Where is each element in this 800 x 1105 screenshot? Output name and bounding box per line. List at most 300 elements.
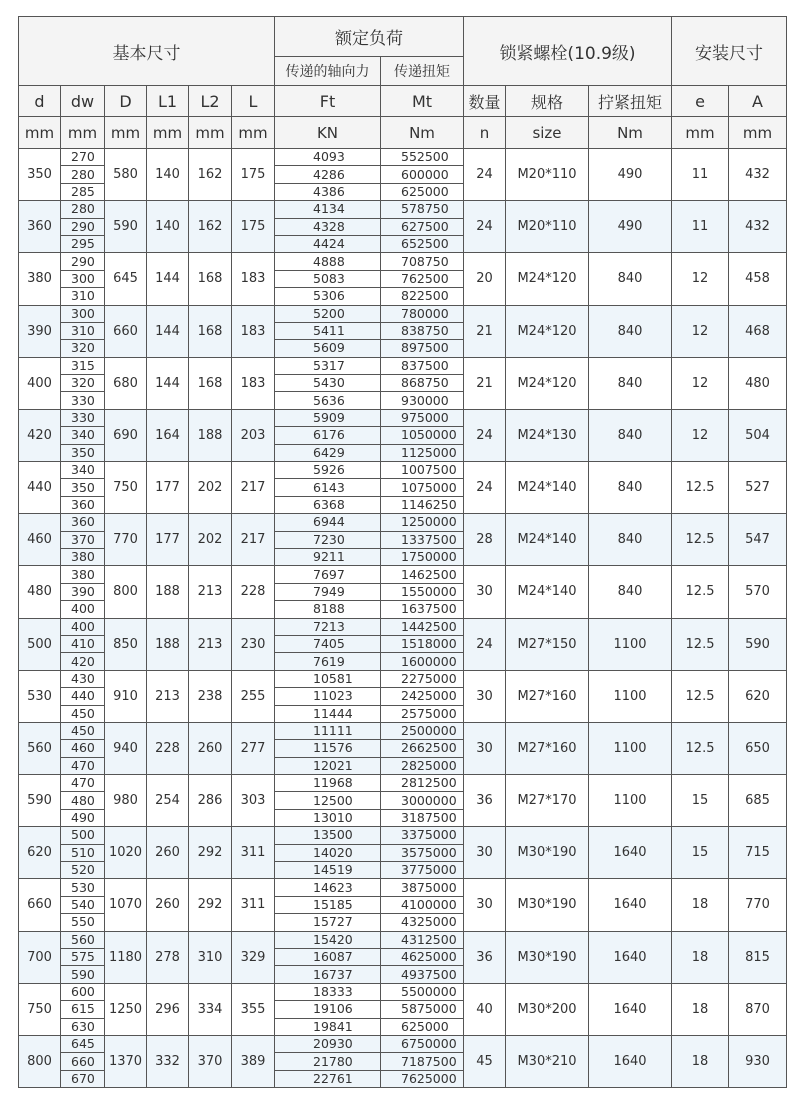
cell-L: 230 <box>232 618 275 670</box>
cell-d: 460 <box>19 514 61 566</box>
cell-L1: 213 <box>147 670 189 722</box>
cell-dw: 280 <box>61 201 105 218</box>
cell-D: 770 <box>105 514 147 566</box>
symbol-header-n: 数量 <box>464 86 506 117</box>
unit-header-e: mm <box>672 117 729 149</box>
cell-tightening-torque: 1100 <box>589 722 672 774</box>
cell-ft: 18333 <box>275 983 381 1000</box>
cell-L2: 213 <box>189 618 232 670</box>
cell-dw: 450 <box>61 705 105 722</box>
cell-mt: 2275000 <box>381 670 464 687</box>
cell-ft: 19106 <box>275 1001 381 1018</box>
cell-size: M27*170 <box>506 775 589 827</box>
cell-L2: 188 <box>189 409 232 461</box>
cell-d: 500 <box>19 618 61 670</box>
cell-A: 458 <box>729 253 787 305</box>
cell-n: 28 <box>464 514 506 566</box>
cell-size: M30*190 <box>506 931 589 983</box>
cell-D: 1180 <box>105 931 147 983</box>
cell-mt: 6750000 <box>381 1035 464 1052</box>
spec-row-group <box>19 1035 787 1087</box>
cell-dw: 350 <box>61 479 105 496</box>
cell-L: 217 <box>232 514 275 566</box>
cell-e: 12.5 <box>672 618 729 670</box>
spec-row-group <box>19 775 787 827</box>
cell-tightening-torque: 490 <box>589 149 672 201</box>
cell-mt: 975000 <box>381 409 464 426</box>
cell-D: 690 <box>105 409 147 461</box>
cell-ft: 15420 <box>275 931 381 948</box>
cell-L1: 296 <box>147 983 189 1035</box>
cell-size: M30*210 <box>506 1035 589 1087</box>
cell-L: 228 <box>232 566 275 618</box>
cell-mt: 627500 <box>381 218 464 235</box>
cell-D: 940 <box>105 722 147 774</box>
cell-e: 18 <box>672 931 729 983</box>
cell-dw: 480 <box>61 792 105 809</box>
cell-dw: 300 <box>61 305 105 322</box>
cell-dw: 330 <box>61 392 105 409</box>
cell-size: M24*120 <box>506 253 589 305</box>
cell-dw: 390 <box>61 583 105 600</box>
cell-ft: 16737 <box>275 966 381 983</box>
cell-L1: 140 <box>147 201 189 253</box>
cell-d: 420 <box>19 409 61 461</box>
cell-ft: 6368 <box>275 496 381 513</box>
cell-d: 530 <box>19 670 61 722</box>
cell-d: 660 <box>19 879 61 931</box>
cell-L: 183 <box>232 253 275 305</box>
cell-ft: 4888 <box>275 253 381 270</box>
cell-dw: 670 <box>61 1070 105 1087</box>
unit-header-dw: mm <box>61 117 105 149</box>
cell-D: 580 <box>105 149 147 201</box>
cell-mt: 3875000 <box>381 879 464 896</box>
cell-ft: 9211 <box>275 548 381 565</box>
cell-L1: 188 <box>147 566 189 618</box>
table-row <box>19 722 787 739</box>
cell-A: 620 <box>729 670 787 722</box>
cell-size: M24*120 <box>506 305 589 357</box>
cell-dw: 360 <box>61 514 105 531</box>
cell-ft: 12500 <box>275 792 381 809</box>
cell-A: 547 <box>729 514 787 566</box>
cell-ft: 11111 <box>275 722 381 739</box>
cell-mt: 838750 <box>381 322 464 339</box>
cell-D: 750 <box>105 462 147 514</box>
cell-mt: 1007500 <box>381 462 464 479</box>
cell-n: 24 <box>464 149 506 201</box>
cell-dw: 310 <box>61 288 105 305</box>
cell-size: M24*140 <box>506 462 589 514</box>
cell-ft: 5317 <box>275 357 381 374</box>
cell-size: M30*190 <box>506 879 589 931</box>
cell-n: 36 <box>464 931 506 983</box>
cell-n: 24 <box>464 409 506 461</box>
cell-dw: 560 <box>61 931 105 948</box>
cell-dw: 645 <box>61 1035 105 1052</box>
cell-d: 480 <box>19 566 61 618</box>
symbol-header-a: A <box>729 86 787 117</box>
cell-d: 620 <box>19 827 61 879</box>
cell-n: 45 <box>464 1035 506 1087</box>
cell-size: M24*140 <box>506 566 589 618</box>
unit-header-torque: Nm <box>589 117 672 149</box>
cell-L: 277 <box>232 722 275 774</box>
cell-L1: 254 <box>147 775 189 827</box>
cell-dw: 590 <box>61 966 105 983</box>
cell-L2: 162 <box>189 149 232 201</box>
unit-header-size: size <box>506 117 589 149</box>
table-row <box>19 879 787 896</box>
cell-L1: 188 <box>147 618 189 670</box>
symbol-header-torque: 拧紧扭矩 <box>589 86 672 117</box>
symbol-header-D: D <box>105 86 147 117</box>
cell-mt: 578750 <box>381 201 464 218</box>
cell-mt: 897500 <box>381 340 464 357</box>
symbol-header-e: e <box>672 86 729 117</box>
spec-row-group <box>19 149 787 201</box>
cell-mt: 3000000 <box>381 792 464 809</box>
cell-d: 360 <box>19 201 61 253</box>
table-row <box>19 827 787 844</box>
cell-e: 12.5 <box>672 566 729 618</box>
cell-dw: 470 <box>61 775 105 792</box>
cell-mt: 2662500 <box>381 740 464 757</box>
cell-dw: 660 <box>61 1053 105 1070</box>
cell-L2: 202 <box>189 462 232 514</box>
cell-e: 12 <box>672 305 729 357</box>
cell-dw: 460 <box>61 740 105 757</box>
cell-A: 815 <box>729 931 787 983</box>
cell-A: 468 <box>729 305 787 357</box>
header-locking-bolts: 锁紧螺栓(10.9级) <box>464 17 672 86</box>
cell-size: M20*110 <box>506 149 589 201</box>
cell-ft: 11023 <box>275 688 381 705</box>
cell-ft: 4424 <box>275 235 381 252</box>
cell-ft: 21780 <box>275 1053 381 1070</box>
cell-ft: 4134 <box>275 201 381 218</box>
cell-D: 850 <box>105 618 147 670</box>
cell-L: 311 <box>232 827 275 879</box>
cell-d: 380 <box>19 253 61 305</box>
cell-A: 432 <box>729 201 787 253</box>
cell-dw: 310 <box>61 322 105 339</box>
cell-L: 329 <box>232 931 275 983</box>
cell-dw: 490 <box>61 809 105 826</box>
cell-n: 40 <box>464 983 506 1035</box>
header-torque: 传递扭矩 <box>381 57 464 86</box>
cell-size: M30*200 <box>506 983 589 1035</box>
unit-header-ft: KN <box>275 117 381 149</box>
cell-e: 18 <box>672 1035 729 1087</box>
cell-mt: 1518000 <box>381 635 464 652</box>
cell-tightening-torque: 1100 <box>589 775 672 827</box>
cell-dw: 380 <box>61 566 105 583</box>
cell-A: 650 <box>729 722 787 774</box>
unit-header-L2: mm <box>189 117 232 149</box>
cell-L2: 334 <box>189 983 232 1035</box>
table-row <box>19 566 787 583</box>
cell-dw: 530 <box>61 879 105 896</box>
table-row <box>19 149 787 166</box>
cell-tightening-torque: 840 <box>589 566 672 618</box>
cell-mt: 1146250 <box>381 496 464 513</box>
cell-ft: 10581 <box>275 670 381 687</box>
header-installation-dimensions: 安装尺寸 <box>672 17 787 86</box>
cell-mt: 837500 <box>381 357 464 374</box>
cell-dw: 615 <box>61 1001 105 1018</box>
cell-mt: 1075000 <box>381 479 464 496</box>
cell-A: 432 <box>729 149 787 201</box>
cell-L1: 140 <box>147 149 189 201</box>
cell-D: 1370 <box>105 1035 147 1087</box>
cell-size: M27*160 <box>506 722 589 774</box>
cell-e: 18 <box>672 879 729 931</box>
cell-e: 11 <box>672 201 729 253</box>
spec-row-group <box>19 670 787 722</box>
cell-mt: 1462500 <box>381 566 464 583</box>
cell-ft: 11444 <box>275 705 381 722</box>
cell-L2: 202 <box>189 514 232 566</box>
cell-d: 400 <box>19 357 61 409</box>
cell-L1: 278 <box>147 931 189 983</box>
cell-L1: 144 <box>147 253 189 305</box>
cell-size: M27*150 <box>506 618 589 670</box>
cell-size: M30*190 <box>506 827 589 879</box>
cell-dw: 330 <box>61 409 105 426</box>
cell-L: 183 <box>232 357 275 409</box>
symbol-header-L1: L1 <box>147 86 189 117</box>
cell-dw: 440 <box>61 688 105 705</box>
cell-ft: 6176 <box>275 427 381 444</box>
cell-L2: 168 <box>189 305 232 357</box>
cell-L2: 168 <box>189 357 232 409</box>
cell-dw: 400 <box>61 601 105 618</box>
cell-L1: 144 <box>147 357 189 409</box>
spec-row-group <box>19 879 787 931</box>
cell-mt: 4625000 <box>381 948 464 965</box>
cell-mt: 1750000 <box>381 548 464 565</box>
cell-mt: 652500 <box>381 235 464 252</box>
cell-dw: 510 <box>61 844 105 861</box>
cell-A: 504 <box>729 409 787 461</box>
cell-size: M20*110 <box>506 201 589 253</box>
spec-row-group <box>19 253 787 305</box>
cell-dw: 600 <box>61 983 105 1000</box>
table-row <box>19 201 787 218</box>
cell-ft: 15185 <box>275 896 381 913</box>
cell-n: 24 <box>464 462 506 514</box>
cell-dw: 285 <box>61 183 105 200</box>
cell-dw: 300 <box>61 270 105 287</box>
cell-ft: 13500 <box>275 827 381 844</box>
cell-ft: 5411 <box>275 322 381 339</box>
cell-dw: 350 <box>61 444 105 461</box>
cell-e: 12.5 <box>672 514 729 566</box>
cell-e: 15 <box>672 775 729 827</box>
cell-mt: 2575000 <box>381 705 464 722</box>
table-row <box>19 618 787 635</box>
cell-mt: 1442500 <box>381 618 464 635</box>
cell-mt: 4937500 <box>381 966 464 983</box>
cell-L1: 177 <box>147 462 189 514</box>
cell-L: 183 <box>232 305 275 357</box>
cell-D: 800 <box>105 566 147 618</box>
cell-mt: 3187500 <box>381 809 464 826</box>
cell-e: 11 <box>672 149 729 201</box>
spec-row-group <box>19 618 787 670</box>
cell-dw: 315 <box>61 357 105 374</box>
cell-mt: 1600000 <box>381 653 464 670</box>
cell-L: 255 <box>232 670 275 722</box>
cell-A: 770 <box>729 879 787 931</box>
cell-ft: 11576 <box>275 740 381 757</box>
table-row <box>19 462 787 479</box>
cell-d: 700 <box>19 931 61 983</box>
cell-ft: 15727 <box>275 914 381 931</box>
cell-mt: 7625000 <box>381 1070 464 1087</box>
cell-ft: 5200 <box>275 305 381 322</box>
cell-ft: 4328 <box>275 218 381 235</box>
cell-L2: 238 <box>189 670 232 722</box>
cell-L1: 332 <box>147 1035 189 1087</box>
cell-mt: 1050000 <box>381 427 464 444</box>
table-row <box>19 305 787 322</box>
cell-ft: 6429 <box>275 444 381 461</box>
cell-mt: 708750 <box>381 253 464 270</box>
cell-size: M24*130 <box>506 409 589 461</box>
cell-L1: 228 <box>147 722 189 774</box>
cell-D: 1070 <box>105 879 147 931</box>
header-basic-dimensions: 基本尺寸 <box>19 17 275 86</box>
cell-n: 20 <box>464 253 506 305</box>
cell-mt: 4312500 <box>381 931 464 948</box>
cell-D: 680 <box>105 357 147 409</box>
cell-n: 30 <box>464 879 506 931</box>
cell-A: 930 <box>729 1035 787 1087</box>
cell-mt: 762500 <box>381 270 464 287</box>
cell-L1: 260 <box>147 879 189 931</box>
cell-L: 217 <box>232 462 275 514</box>
cell-D: 645 <box>105 253 147 305</box>
cell-dw: 280 <box>61 166 105 183</box>
cell-ft: 13010 <box>275 809 381 826</box>
spec-row-group <box>19 305 787 357</box>
cell-mt: 552500 <box>381 149 464 166</box>
cell-d: 560 <box>19 722 61 774</box>
cell-ft: 5083 <box>275 270 381 287</box>
cell-dw: 295 <box>61 235 105 252</box>
table-row <box>19 357 787 374</box>
cell-d: 750 <box>19 983 61 1035</box>
cell-D: 910 <box>105 670 147 722</box>
cell-D: 980 <box>105 775 147 827</box>
cell-mt: 625000 <box>381 1018 464 1035</box>
spec-row-group <box>19 931 787 983</box>
spec-row-group <box>19 827 787 879</box>
unit-header-mt: Nm <box>381 117 464 149</box>
spec-row-group <box>19 462 787 514</box>
cell-L: 303 <box>232 775 275 827</box>
cell-tightening-torque: 1640 <box>589 983 672 1035</box>
cell-ft: 7230 <box>275 531 381 548</box>
cell-mt: 2500000 <box>381 722 464 739</box>
cell-dw: 320 <box>61 375 105 392</box>
cell-tightening-torque: 840 <box>589 357 672 409</box>
cell-dw: 290 <box>61 218 105 235</box>
cell-mt: 1125000 <box>381 444 464 461</box>
unit-header-a: mm <box>729 117 787 149</box>
cell-tightening-torque: 1640 <box>589 827 672 879</box>
cell-mt: 5500000 <box>381 983 464 1000</box>
cell-ft: 7619 <box>275 653 381 670</box>
cell-ft: 14519 <box>275 862 381 879</box>
table-row <box>19 931 787 948</box>
cell-dw: 360 <box>61 496 105 513</box>
table-row <box>19 514 787 531</box>
cell-ft: 5609 <box>275 340 381 357</box>
cell-L2: 168 <box>189 253 232 305</box>
cell-D: 1020 <box>105 827 147 879</box>
cell-dw: 540 <box>61 896 105 913</box>
cell-n: 36 <box>464 775 506 827</box>
cell-dw: 290 <box>61 253 105 270</box>
cell-mt: 822500 <box>381 288 464 305</box>
cell-L2: 370 <box>189 1035 232 1087</box>
cell-dw: 500 <box>61 827 105 844</box>
spec-row-group <box>19 201 787 253</box>
cell-ft: 4286 <box>275 166 381 183</box>
cell-ft: 12021 <box>275 757 381 774</box>
table-row <box>19 1035 787 1052</box>
symbol-header-size: 规格 <box>506 86 589 117</box>
spec-row-group <box>19 514 787 566</box>
cell-e: 12.5 <box>672 670 729 722</box>
cell-d: 390 <box>19 305 61 357</box>
cell-mt: 1637500 <box>381 601 464 618</box>
cell-ft: 19841 <box>275 1018 381 1035</box>
cell-dw: 550 <box>61 914 105 931</box>
header-rated-load: 额定负荷 <box>275 17 464 57</box>
cell-mt: 1550000 <box>381 583 464 600</box>
cell-e: 12 <box>672 409 729 461</box>
cell-ft: 5909 <box>275 409 381 426</box>
cell-dw: 420 <box>61 653 105 670</box>
symbol-header-L2: L2 <box>189 86 232 117</box>
cell-d: 590 <box>19 775 61 827</box>
cell-ft: 14020 <box>275 844 381 861</box>
cell-mt: 5875000 <box>381 1001 464 1018</box>
cell-L2: 162 <box>189 201 232 253</box>
cell-L1: 177 <box>147 514 189 566</box>
cell-mt: 2425000 <box>381 688 464 705</box>
cell-d: 440 <box>19 462 61 514</box>
cell-A: 480 <box>729 357 787 409</box>
spec-row-group <box>19 722 787 774</box>
cell-mt: 3375000 <box>381 827 464 844</box>
cell-tightening-torque: 1100 <box>589 670 672 722</box>
spec-row-group <box>19 409 787 461</box>
cell-n: 21 <box>464 357 506 409</box>
cell-L2: 260 <box>189 722 232 774</box>
symbol-header-mt: Mt <box>381 86 464 117</box>
cell-mt: 4325000 <box>381 914 464 931</box>
cell-ft: 22761 <box>275 1070 381 1087</box>
cell-mt: 600000 <box>381 166 464 183</box>
cell-ft: 5636 <box>275 392 381 409</box>
cell-mt: 7187500 <box>381 1053 464 1070</box>
